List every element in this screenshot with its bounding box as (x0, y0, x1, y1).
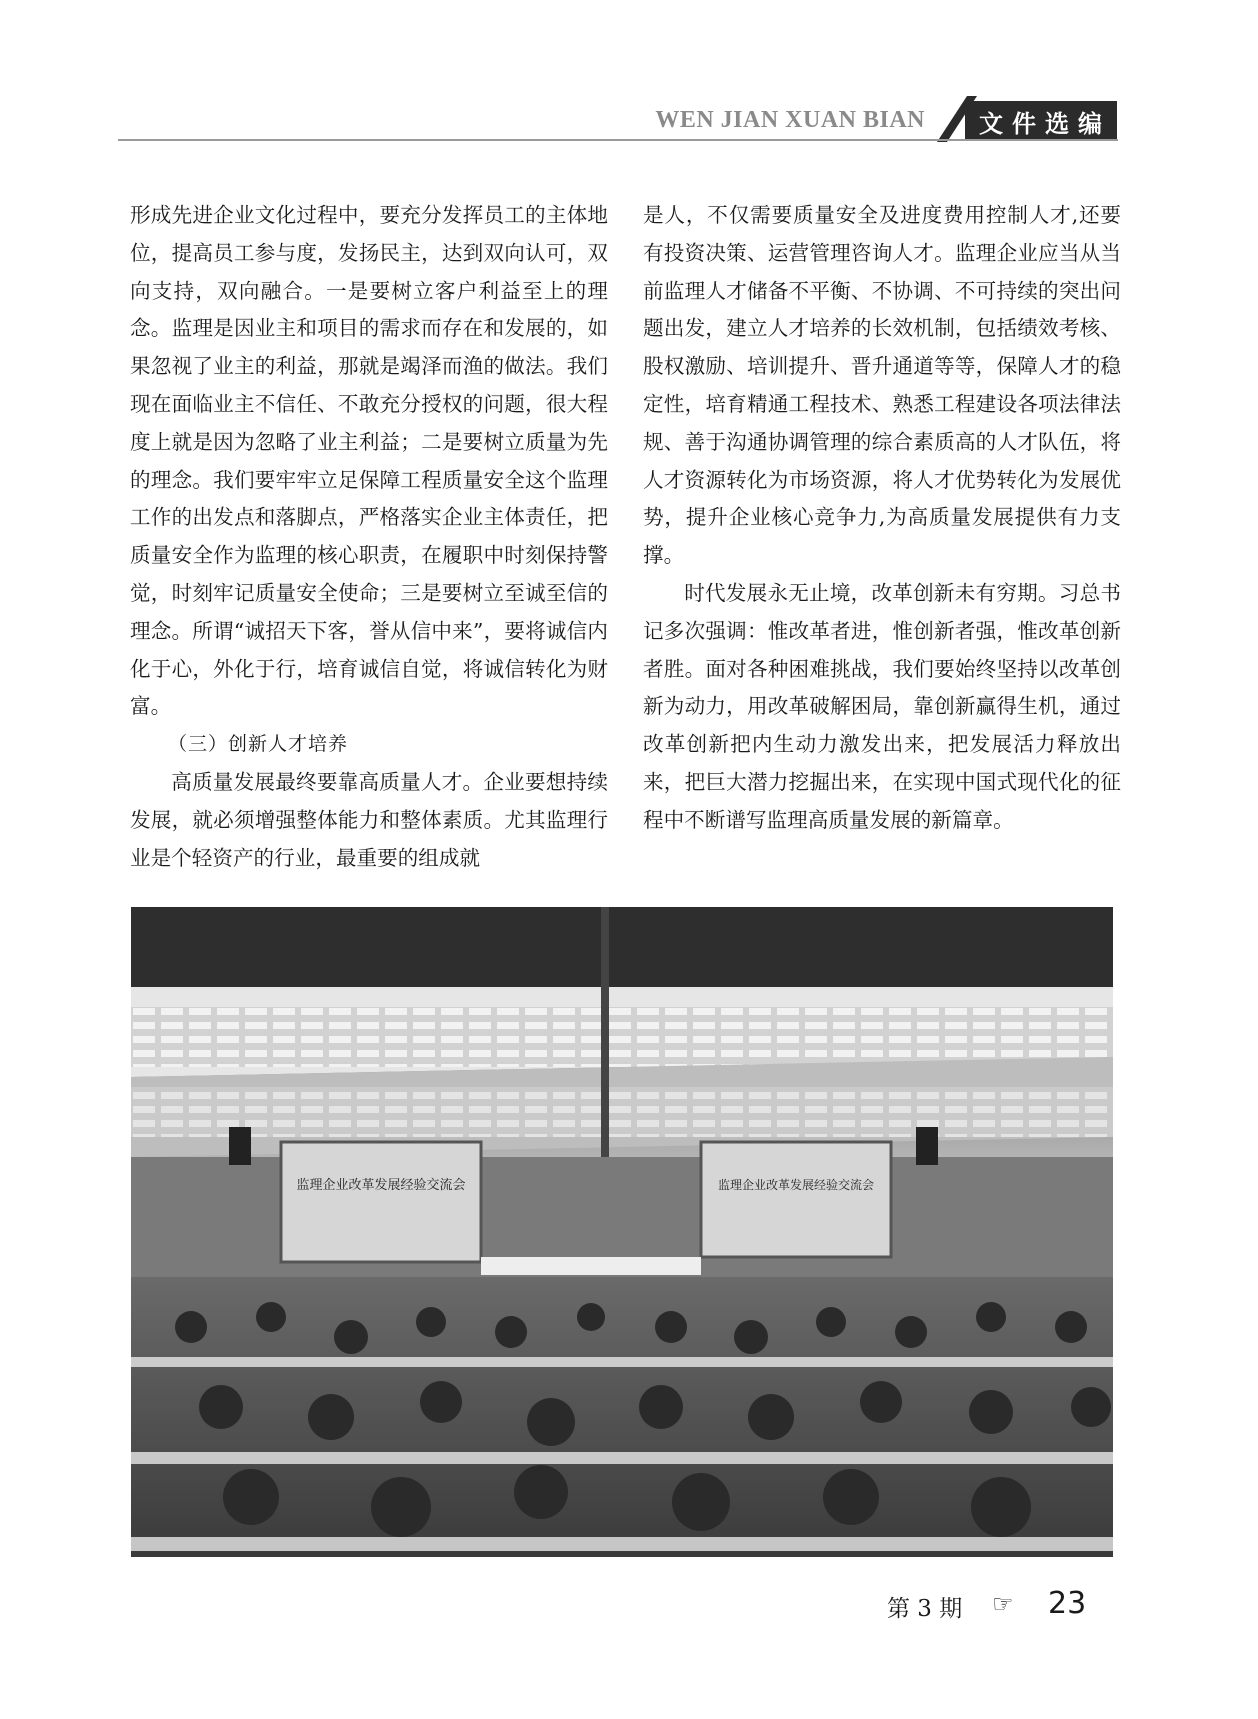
page-number: 23 (1048, 1586, 1087, 1621)
left-paragraph-2: 高质量发展最终要靠高质量人才。企业要想持续发展，就必须增强整体能力和整体素质。尤其监理行业是个轻资产的行业，最重要的组成就 (130, 769, 608, 870)
conference-photo-illustration (131, 907, 1113, 1557)
right-column (643, 197, 1121, 840)
pointing-hand-icon: ☞ (992, 1590, 1014, 1618)
issue-label: 第 3 期 (887, 1596, 963, 1622)
right-paragraph-1: 是人，不仅需要质量安全及进度费用控制人才,还要有投资决策、运营管理咨询人才。监理企业应当从当前监理人才储备不平衡、不协调、不可持续的突出问题出发，建立人才培养的长效机制，包括绩效考核、股权激励、培训提升、晋升通道等等，保障人才的稳定性，培育精通工程技术、熟悉工程建设各项法律法规、善于沟通协调管理的综合素质高的人才队伍，将人才资源转化为市场资源，将人才优势转化为发展优势，提升企业核心竞争力,为高质量发展提供有力支撑。 (643, 203, 1121, 568)
right-paragraph-2: 时代发展永无止境，改革创新未有穷期。习总书记多次强调：惟改革者进，惟创新者强，惟改革创新者胜。面对各种困难挑战，我们要始终坚持以改革创新为动力，用改革破解困局，靠创新赢得生机，通过改革创新把内生动力激发出来，把发展活力释放出来，把巨大潜力挖掘出来，在实现中国式现代化的征程中不断谱写监理高质量发展的新篇章。 (643, 580, 1121, 832)
screen-title-left: 监理企业改革发展经验交流会 (296, 1178, 466, 1193)
header-section-label: 文件选编 (965, 101, 1117, 141)
header-rule (118, 139, 1118, 141)
header-latin-title: WEN JIAN XUAN BIAN (655, 107, 925, 133)
conference-photo (131, 907, 1113, 1557)
left-paragraph-1: 形成先进企业文化过程中，要充分发挥员工的主体地位，提高员工参与度，发扬民主，达到双向认可，双向支持，双向融合。一是要树立客户利益至上的理念。监理是因业主和项目的需求而存在和发展的，如果忽视了业主的利益，那就是竭泽而渔的做法。我们现在面临业主不信任、不敢充分授权的问题，很大程度上就是因为忽略了业主利益；二是要树立质量为先的理念。我们要牢牢立足保障工程质量安全这个监理工作的出发点和落脚点，严格落实企业主体责任，把质量安全作为监理的核心职责，在履职中时刻保持警觉，时刻牢记质量安全使命；三是要树立至诚至信的理念。所谓“诚招天下客，誉从信中来”，要将诚信内化于心，外化于行，培育诚信自觉，将诚信转化为财富。 (130, 203, 608, 719)
section-subheading: （三）创新人才培养 (168, 733, 349, 756)
screen-title-right: 监理企业改革发展经验交流会 (717, 1178, 875, 1192)
left-column (130, 197, 608, 877)
